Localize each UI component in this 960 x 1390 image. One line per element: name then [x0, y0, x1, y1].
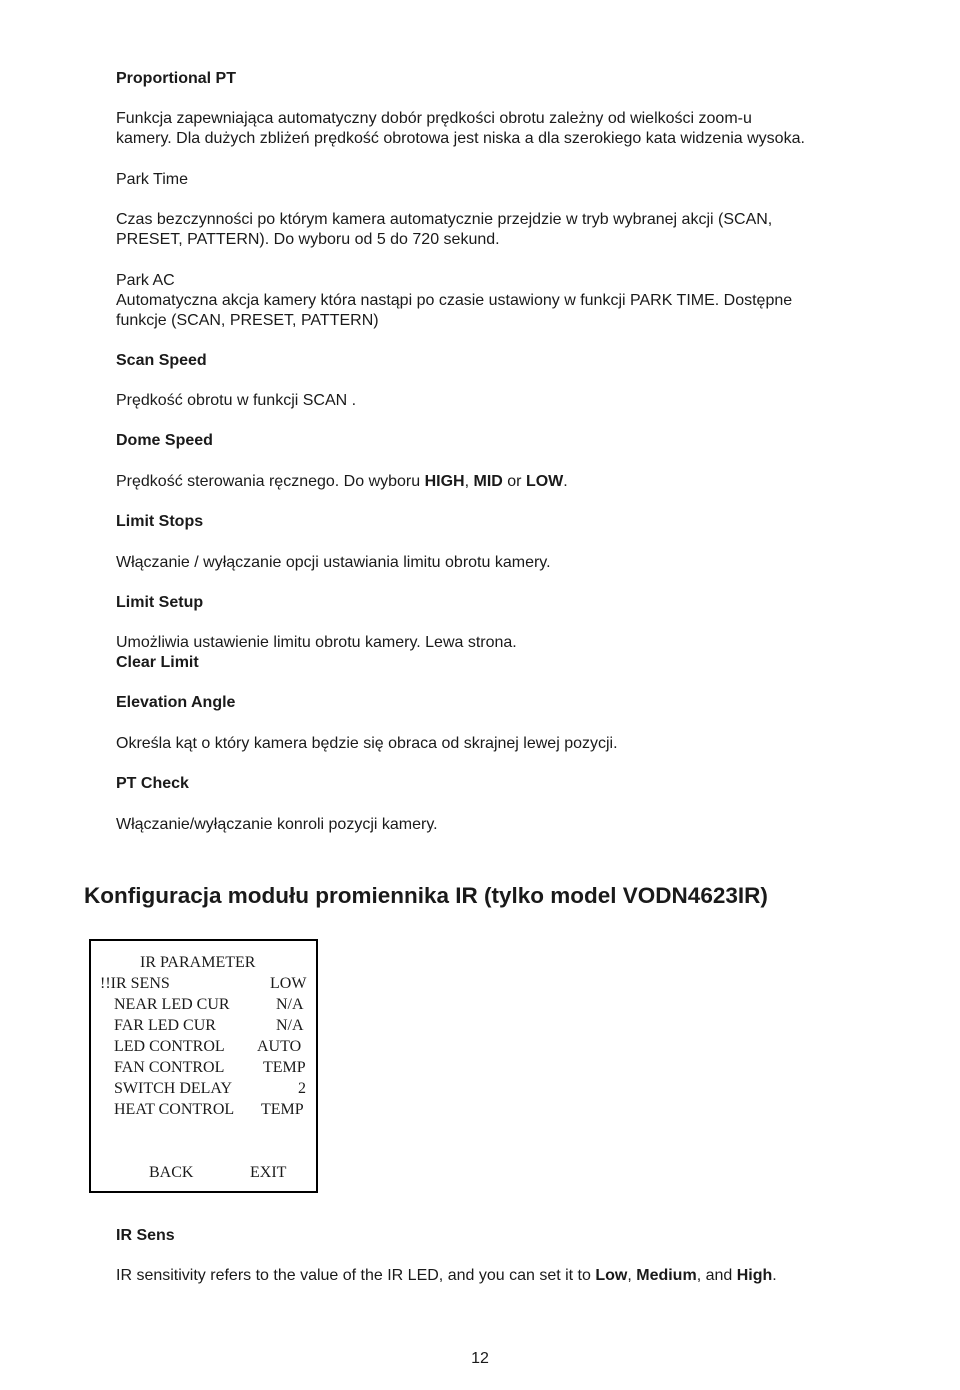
- heading-dome-speed: Dome Speed: [116, 432, 213, 449]
- option-medium: Medium: [636, 1267, 697, 1284]
- paragraph-line: Automatyczna akcja kamery która nastąpi po czasie ustawiony w funkcji PARK TIME. Dostępne: [116, 292, 793, 309]
- paragraph-line: Włączanie / wyłączanie opcji ustawiania limitu obrotu kamery.: [116, 554, 551, 571]
- osd-row-value: AUTO: [257, 1038, 302, 1055]
- exit-button[interactable]: EXIT: [250, 1164, 287, 1181]
- osd-row-label: !!IR SENS: [100, 975, 170, 992]
- back-button[interactable]: BACK: [149, 1164, 194, 1181]
- heading-limit-stops: Limit Stops: [116, 513, 204, 530]
- text-prefix: IR sensitivity refers to the value of the IR LED, and you can set it to: [116, 1267, 596, 1284]
- osd-row-label: NEAR LED CUR: [114, 996, 230, 1013]
- heading-limit-setup: Limit Setup: [116, 594, 204, 611]
- paragraph-line: funkcje (SCAN, PRESET, PATTERN): [116, 312, 379, 329]
- page-number: 12: [471, 1350, 489, 1367]
- option-low: Low: [595, 1267, 628, 1284]
- osd-row-value: N/A: [276, 996, 304, 1013]
- osd-row-label: LED CONTROL: [114, 1038, 225, 1055]
- text-prefix: Prędkość sterowania ręcznego. Do wyboru: [116, 473, 425, 490]
- paragraph-line: PRESET, PATTERN). Do wyboru od 5 do 720 sekund.: [116, 231, 500, 248]
- osd-menu-title: IR PARAMETER: [140, 954, 256, 971]
- osd-row-label: FAR LED CUR: [114, 1017, 216, 1034]
- paragraph-line: Umożliwia ustawienie limitu obrotu kamery. Lewa strona.: [116, 634, 517, 651]
- option-high: HIGH: [424, 473, 465, 490]
- separator: or: [502, 473, 526, 490]
- paragraph-line: [116, 1266, 777, 1286]
- osd-row-value: LOW: [270, 975, 307, 992]
- text-suffix: .: [772, 1267, 777, 1284]
- heading-ir-sens: IR Sens: [116, 1227, 175, 1244]
- section-title: Konfiguracja modułu promiennika IR (tylko model VODN4623IR): [84, 883, 768, 908]
- heading-proportional-pt: Proportional PT: [116, 70, 236, 87]
- heading-scan-speed: Scan Speed: [116, 352, 207, 369]
- heading-pt-check: PT Check: [116, 775, 189, 792]
- osd-row-value: 2: [298, 1080, 306, 1097]
- paragraph-line: Określa kąt o który kamera będzie się obraca od skrajnej lewej pozycji.: [116, 735, 618, 752]
- paragraph-line: kamery. Dla dużych zbliżeń prędkość obrotowa jest niska a dla szerokiego kata widzenia wysoka.: [116, 130, 805, 147]
- paragraph-line: Włączanie/wyłączanie konroli pozycji kamery.: [116, 816, 438, 833]
- option-mid: MID: [473, 473, 503, 490]
- osd-row-label: FAN CONTROL: [114, 1059, 225, 1076]
- heading-park-time: Park Time: [116, 171, 189, 188]
- paragraph-line: Czas bezczynności po którym kamera automatycznie przejdzie w tryb wybranej akcji (SCAN,: [116, 211, 773, 228]
- osd-row-label: SWITCH DELAY: [114, 1080, 233, 1097]
- osd-row-value: TEMP: [261, 1101, 304, 1118]
- paragraph-line: [116, 472, 568, 492]
- separator: , and: [696, 1267, 737, 1284]
- separator: ,: [464, 473, 474, 490]
- separator: ,: [627, 1267, 637, 1284]
- option-high: High: [736, 1267, 773, 1284]
- option-low: LOW: [525, 473, 564, 490]
- osd-row-value: N/A: [276, 1017, 304, 1034]
- paragraph-line: Prędkość obrotu w funkcji SCAN .: [116, 392, 357, 409]
- heading-elevation-angle: Elevation Angle: [116, 694, 236, 711]
- heading-clear-limit: Clear Limit: [116, 654, 199, 671]
- osd-row-label: HEAT CONTROL: [114, 1101, 235, 1118]
- paragraph-line: Funkcja zapewniająca automatyczny dobór prędkości obrotu zależny od wielkości zoom-u: [116, 110, 752, 127]
- osd-menu-box: [89, 939, 318, 1193]
- text-suffix: .: [563, 473, 568, 490]
- osd-row-value: TEMP: [263, 1059, 306, 1076]
- heading-park-ac: Park AC: [116, 272, 175, 289]
